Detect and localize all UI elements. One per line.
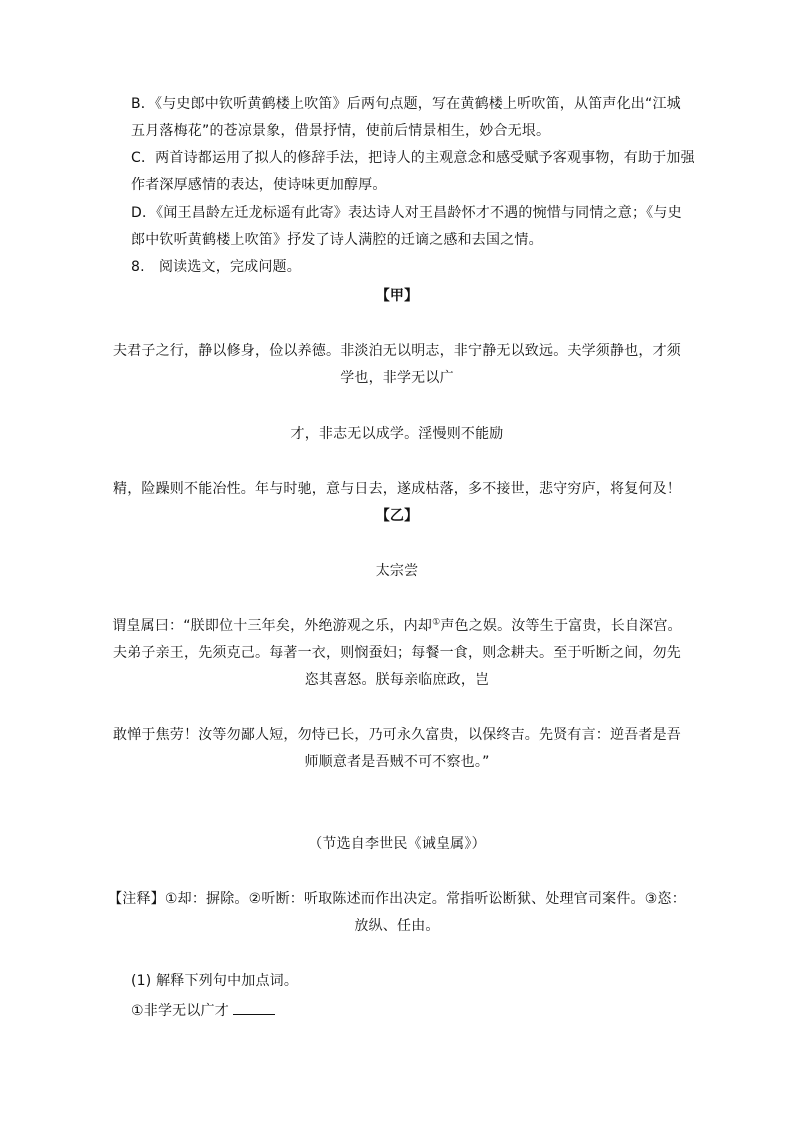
passage-b-line-3: 恣其喜怒。朕每亲临庶政，岂 <box>304 672 490 688</box>
passage-b-line-4: 敢惮于焦劳！汝等勿鄙人短，勿恃已长，乃可永久富贵，以保终吉。先贤有言：逆吾者是吾 <box>113 727 681 743</box>
option-b-line-1: B．《与史郎中钦听黄鹤楼上吹笛》后两句点题，写在黄鹤楼上听吹笛，从笛声化出“江城 <box>131 96 681 112</box>
passage-a-line-4: 精，险躁则不能冶性。年与时驰，意与日去，遂成枯落，多不接世，悲守穷庐，将复何及！ <box>113 481 681 497</box>
question-8-prompt: 8. 阅读选文，完成问题。 <box>131 259 301 275</box>
passage-b-line-1-before: 谓皇属曰：“朕即位十三年矣，外绝游观之乐，内却 <box>112 618 433 634</box>
option-d-line-2: 郎中钦听黄鹤楼上吹笛》抒发了诗人满腔的迁谪之感和去国之情。 <box>131 232 543 248</box>
passage-a-line-1: 夫君子之行，静以修身，俭以养德。非淡泊无以明志，非宁静无以致远。夫学须静也，才须 <box>113 343 681 359</box>
option-c-line-2: 作者深厚感情的表达，使诗味更加醇厚。 <box>131 177 387 193</box>
passage-b-line-5: 师顺意者是吾贼不可不察也。” <box>304 754 490 770</box>
passage-b-subtitle: 太宗尝 <box>375 563 419 579</box>
option-d-line-1: D．《闻王昌龄左迁龙标遥有此寄》表达诗人对王昌龄怀才不遇的惋惜与同情之意；《与史 <box>131 205 682 221</box>
passage-a-line-2: 学也，非学无以广 <box>340 370 454 386</box>
notes-line-2: 放纵、任由。 <box>354 918 440 934</box>
footnote-marker: ① <box>432 617 441 628</box>
option-c-line-1: C．两首诗都运用了拟人的修辞手法，把诗人的主观意念和感受赋予客观事物，有助于加强 <box>131 150 695 166</box>
sub-question-1-item-1 <box>131 1000 275 1021</box>
notes-line-1: 【注释】①却：摒除。②听断：听取陈述而作出决定。常指听讼断狱、处理官司案件。③恣： <box>108 891 686 907</box>
sub-question-1-item-1-text: ①非学无以广才 <box>131 1003 229 1019</box>
option-b-line-2: 五月落梅花”的苍凉景象，借景抒情，使前后情景相生，妙合无垠。 <box>131 123 551 139</box>
passage-b-line-2: 夫弟子亲王，先须克己。每著一衣，则悯蚕妇；每餐一食，则念耕夫。至于听断之间，勿先 <box>113 645 681 661</box>
passage-b-line-1 <box>0 616 794 636</box>
passage-b-line-1-after: 声色之娱。汝等生于富贵，长自深宫。 <box>440 618 682 634</box>
passage-b-source: （节选自李世民《诫皇属》） <box>308 836 486 852</box>
answer-blank[interactable] <box>233 1000 275 1015</box>
passage-b-heading: 【乙】 <box>375 508 419 524</box>
passage-a-heading: 【甲】 <box>375 288 419 304</box>
passage-a-line-3: 才，非志无以成学。淫慢则不能励 <box>290 426 504 442</box>
sub-question-1-prompt: (1) 解释下列句中加点词。 <box>131 973 299 989</box>
